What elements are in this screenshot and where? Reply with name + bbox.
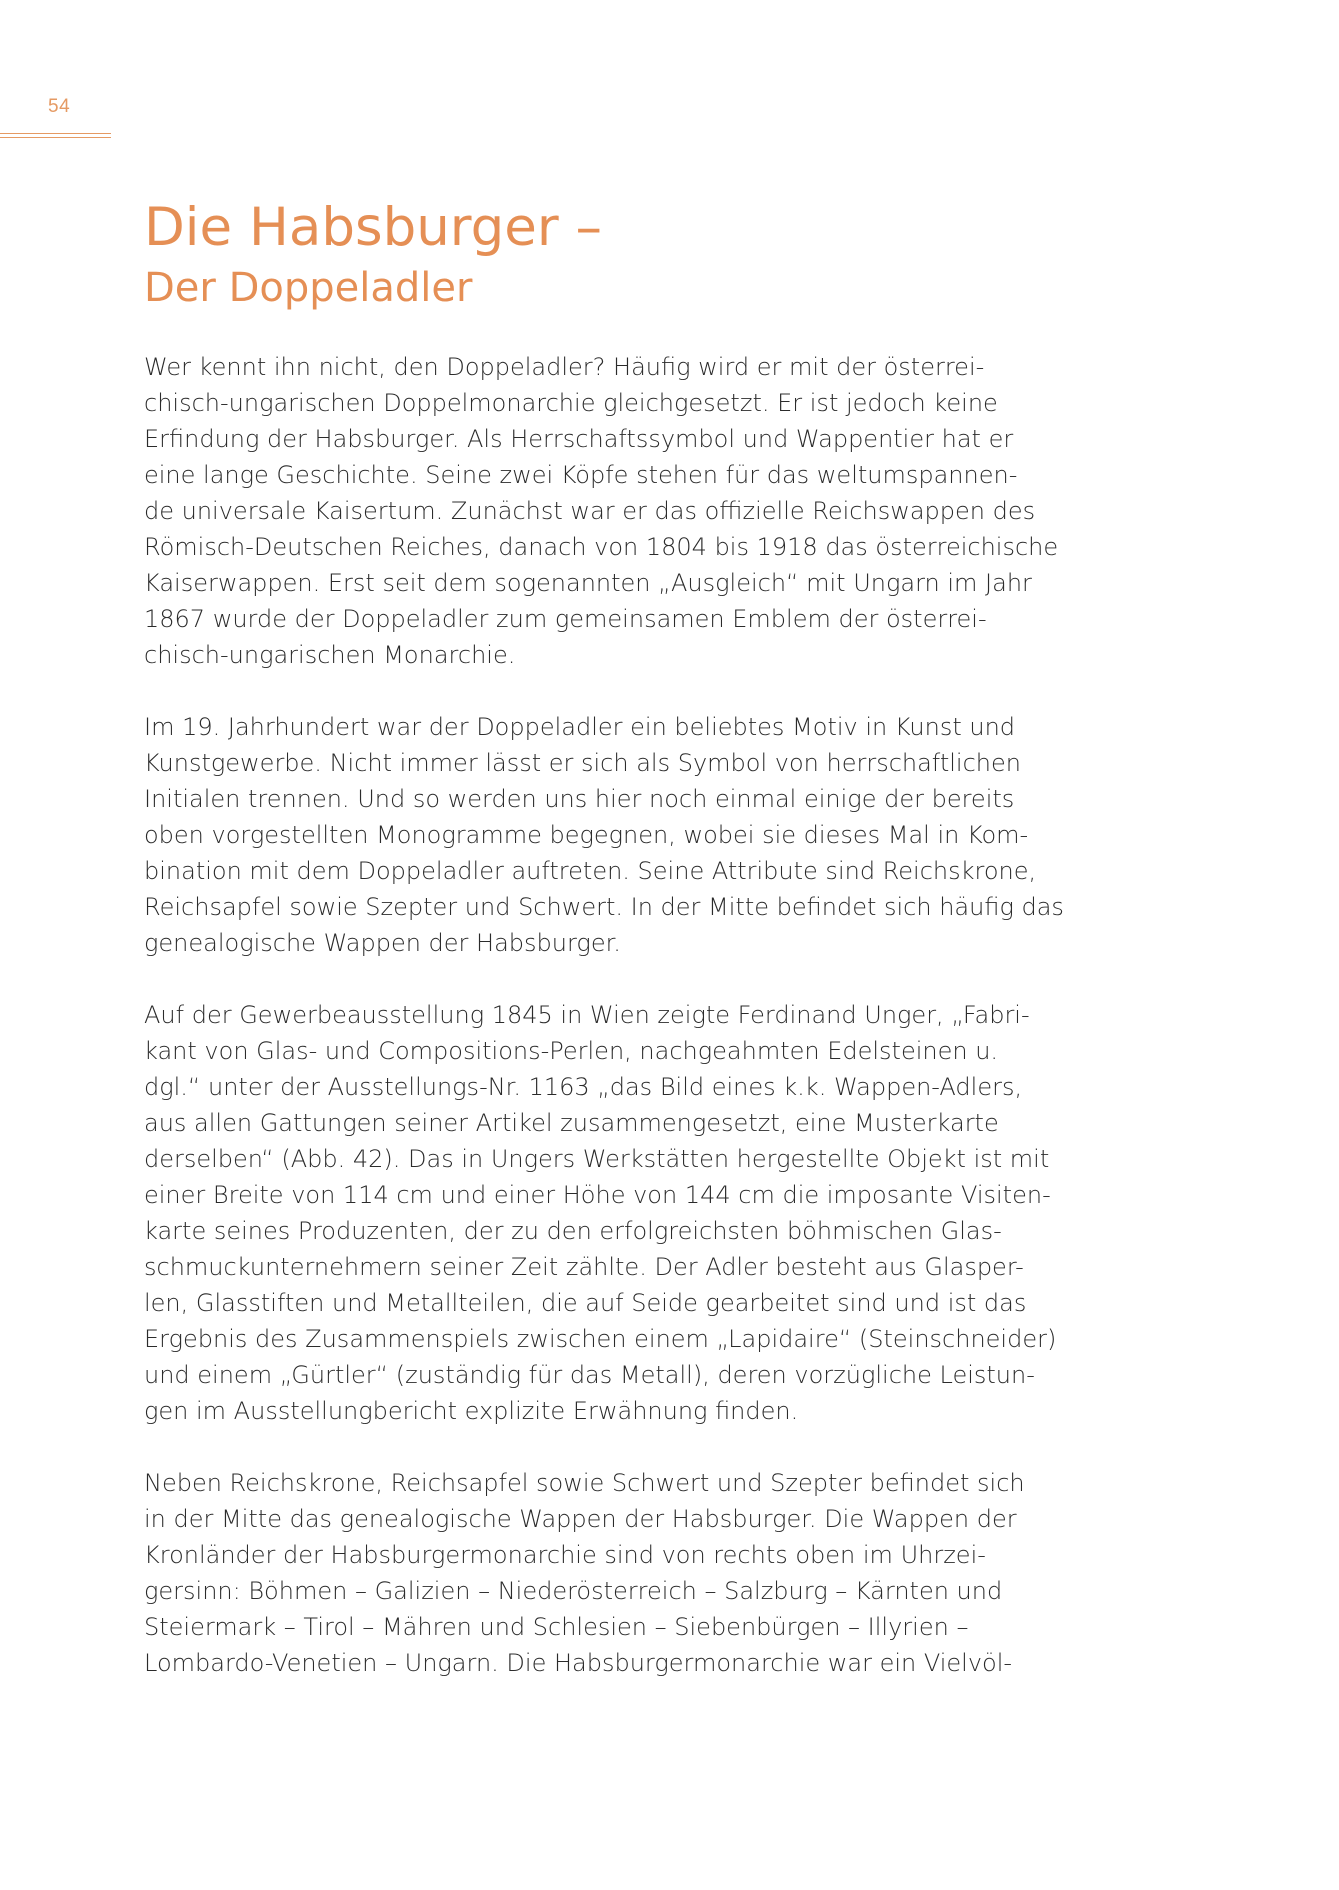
page-title: Die Habsburger –: [144, 197, 603, 258]
text-line: Auf der Gewerbeausstellung 1845 in Wien zeigte Ferdinand Unger, „Fabri-: [144, 1001, 1030, 1029]
text-line: Erfindung der Habsburger. Als Herrschaftssymbol und Wappentier hat er: [144, 425, 1014, 453]
text-line: Im 19. Jahrhundert war der Doppeladler ein beliebtes Motiv in Kunst und: [144, 713, 1016, 741]
text-line: chisch-ungarischen Monarchie.: [144, 641, 516, 669]
text-line: oben vorgestellten Monogramme begegnen, wobei sie dieses Mal in Kom-: [144, 821, 1029, 849]
text-line: gersinn: Böhmen – Galizien – Niederösterreich – Salzburg – Kärnten und: [144, 1577, 1003, 1605]
paragraph-1: [144, 349, 1059, 673]
text-line: Steiermark – Tirol – Mähren und Schlesien – Siebenbürgen – Illyrien –: [144, 1613, 969, 1641]
text-line: genealogische Wappen der Habsburger.: [144, 929, 621, 957]
text-line: Neben Reichskrone, Reichsapfel sowie Schwert und Szepter befindet sich: [144, 1469, 1025, 1497]
text-line: len, Glasstiften und Metallteilen, die auf Seide gearbeitet sind und ist das: [144, 1289, 1027, 1317]
paragraph-3: [144, 997, 1057, 1429]
header-rule: [0, 133, 111, 138]
text-line: 1867 wurde der Doppeladler zum gemeinsamen Emblem der österrei-: [144, 605, 987, 633]
text-line: derselben“ (Abb. 42). Das in Ungers Werkstätten hergestellte Objekt ist mit: [144, 1145, 1050, 1173]
title-block: [144, 196, 1044, 316]
text-line: eine lange Geschichte. Seine zwei Köpfe stehen für das weltumspannen-: [144, 461, 1018, 489]
text-line: dgl.“ unter der Ausstellungs-Nr. 1163 „das Bild eines k.k. Wappen-Adlers,: [144, 1073, 1023, 1101]
paragraph-2: [144, 709, 1064, 961]
text-line: in der Mitte das genealogische Wappen der Habsburger. Die Wappen der: [144, 1505, 1017, 1533]
text-line: Initialen trennen. Und so werden uns hier noch einmal einige der bereits: [144, 785, 1015, 813]
text-line: Kaiserwappen. Erst seit dem sogenannten „Ausgleich“ mit Ungarn im Jahr: [144, 569, 1032, 597]
paragraph-4: [144, 1465, 1044, 1681]
text-line: karte seines Produzenten, der zu den erfolgreichsten böhmischen Glas-: [144, 1217, 1002, 1245]
text-line: chisch-ungarischen Doppelmonarchie gleichgesetzt. Er ist jedoch keine: [144, 389, 998, 417]
text-line: Lombardo-Venetien – Ungarn. Die Habsburgermonarchie war ein Vielvöl-: [144, 1649, 1013, 1677]
page-subtitle: Der Doppeladler: [144, 265, 473, 311]
text-line: und einem „Gürtler“ (zuständig für das Metall), deren vorzügliche Leistun-: [144, 1361, 1035, 1389]
text-line: einer Breite von 114 cm und einer Höhe von 144 cm die imposante Visiten-: [144, 1181, 1051, 1209]
body-text: [144, 349, 1064, 1717]
text-line: Römisch-Deutschen Reiches, danach von 1804 bis 1918 das österreichische: [144, 533, 1059, 561]
text-line: aus allen Gattungen seiner Artikel zusammengesetzt, eine Musterkarte: [144, 1109, 999, 1137]
text-line: gen im Ausstellungbericht explizite Erwähnung finden.: [144, 1397, 799, 1425]
text-line: Wer kennt ihn nicht, den Doppeladler? Häufig wird er mit der österrei-: [144, 353, 985, 381]
text-line: bination mit dem Doppeladler auftreten. Seine Attribute sind Reichskrone,: [144, 857, 1037, 885]
page-number: 54: [48, 96, 71, 117]
text-line: Kronländer der Habsburgermonarchie sind von rechts oben im Uhrzei-: [144, 1541, 986, 1569]
text-line: kant von Glas- und Compositions-Perlen, nachgeahmten Edelsteinen u.: [144, 1037, 999, 1065]
text-line: de universale Kaisertum. Zunächst war er das offizielle Reichswappen des: [144, 497, 1036, 525]
text-line: Ergebnis des Zusammenspiels zwischen einem „Lapidaire“ (Steinschneider): [144, 1325, 1057, 1353]
text-line: Kunstgewerbe. Nicht immer lässt er sich als Symbol von herrschaftlichen: [144, 749, 1021, 777]
text-line: Reichsapfel sowie Szepter und Schwert. In der Mitte befindet sich häufig das: [144, 893, 1064, 921]
text-line: schmuckunternehmern seiner Zeit zählte. Der Adler besteht aus Glasper-: [144, 1253, 1024, 1281]
